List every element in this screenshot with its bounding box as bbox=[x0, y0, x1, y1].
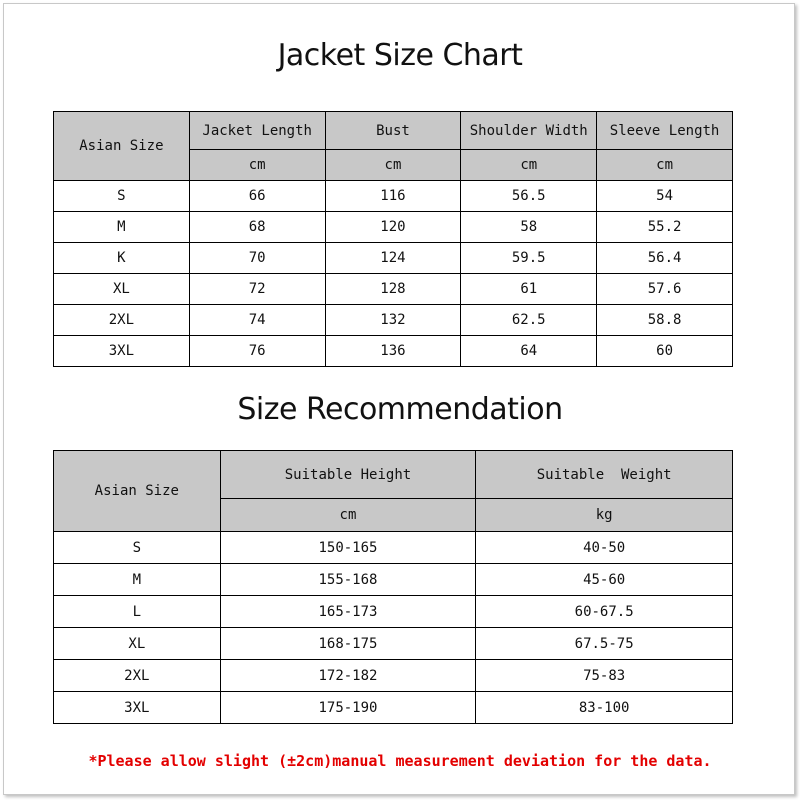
value-cell: 67.5-75 bbox=[476, 628, 733, 660]
value-cell: 45-60 bbox=[476, 564, 733, 596]
table-row bbox=[54, 692, 733, 724]
recommend-col-header: Suitable Weight bbox=[476, 451, 733, 499]
table-row bbox=[54, 274, 733, 305]
value-cell: 72 bbox=[189, 274, 325, 305]
size-cell: 2XL bbox=[54, 305, 190, 336]
value-cell: 168-175 bbox=[220, 628, 476, 660]
value-cell: 61 bbox=[461, 274, 597, 305]
value-cell: 175-190 bbox=[220, 692, 476, 724]
table-row bbox=[54, 336, 733, 367]
value-cell: 40-50 bbox=[476, 532, 733, 564]
jacket-unit: cm bbox=[189, 150, 325, 181]
jacket-chart-title: Jacket Size Chart bbox=[277, 38, 523, 73]
value-cell: 74 bbox=[189, 305, 325, 336]
table-row bbox=[54, 564, 733, 596]
size-cell: L bbox=[54, 596, 221, 628]
recommendation-title: Size Recommendation bbox=[237, 392, 563, 427]
measurement-note: *Please allow slight (±2cm)manual measurement deviation for the data. bbox=[88, 752, 712, 770]
size-cell: K bbox=[54, 243, 190, 274]
size-cell: S bbox=[54, 532, 221, 564]
value-cell: 66 bbox=[189, 181, 325, 212]
value-cell: 58.8 bbox=[597, 305, 733, 336]
value-cell: 58 bbox=[461, 212, 597, 243]
table-row bbox=[54, 628, 733, 660]
jacket-unit: cm bbox=[597, 150, 733, 181]
value-cell: 60 bbox=[597, 336, 733, 367]
jacket-unit: cm bbox=[325, 150, 461, 181]
size-cell: XL bbox=[54, 274, 190, 305]
value-cell: 120 bbox=[325, 212, 461, 243]
value-cell: 132 bbox=[325, 305, 461, 336]
recommend-unit: cm bbox=[220, 499, 476, 532]
recommend-col-header: Suitable Height bbox=[220, 451, 476, 499]
value-cell: 165-173 bbox=[220, 596, 476, 628]
value-cell: 83-100 bbox=[476, 692, 733, 724]
table-row bbox=[54, 532, 733, 564]
jacket-col-header: Jacket Length bbox=[189, 112, 325, 150]
value-cell: 76 bbox=[189, 336, 325, 367]
recommend-size-header: Asian Size bbox=[54, 451, 221, 532]
value-cell: 136 bbox=[325, 336, 461, 367]
jacket-col-header: Bust bbox=[325, 112, 461, 150]
jacket-col-header: Shoulder Width bbox=[461, 112, 597, 150]
value-cell: 75-83 bbox=[476, 660, 733, 692]
value-cell: 68 bbox=[189, 212, 325, 243]
jacket-unit: cm bbox=[461, 150, 597, 181]
size-cell: 3XL bbox=[54, 336, 190, 367]
value-cell: 55.2 bbox=[597, 212, 733, 243]
value-cell: 70 bbox=[189, 243, 325, 274]
table-row bbox=[54, 243, 733, 274]
value-cell: 54 bbox=[597, 181, 733, 212]
size-cell: S bbox=[54, 181, 190, 212]
value-cell: 62.5 bbox=[461, 305, 597, 336]
value-cell: 172-182 bbox=[220, 660, 476, 692]
value-cell: 124 bbox=[325, 243, 461, 274]
value-cell: 155-168 bbox=[220, 564, 476, 596]
jacket-size-table bbox=[53, 111, 733, 367]
size-cell: XL bbox=[54, 628, 221, 660]
size-cell: M bbox=[54, 212, 190, 243]
size-cell: M bbox=[54, 564, 221, 596]
recommendation-table bbox=[53, 450, 733, 724]
value-cell: 59.5 bbox=[461, 243, 597, 274]
table-row bbox=[54, 212, 733, 243]
table-row bbox=[54, 305, 733, 336]
value-cell: 150-165 bbox=[220, 532, 476, 564]
size-cell: 2XL bbox=[54, 660, 221, 692]
table-row bbox=[54, 181, 733, 212]
value-cell: 128 bbox=[325, 274, 461, 305]
jacket-size-header: Asian Size bbox=[54, 112, 190, 181]
value-cell: 116 bbox=[325, 181, 461, 212]
size-cell: 3XL bbox=[54, 692, 221, 724]
table-row bbox=[54, 660, 733, 692]
value-cell: 56.4 bbox=[597, 243, 733, 274]
table-row bbox=[54, 596, 733, 628]
value-cell: 60-67.5 bbox=[476, 596, 733, 628]
recommend-unit: kg bbox=[476, 499, 733, 532]
jacket-col-header: Sleeve Length bbox=[597, 112, 733, 150]
value-cell: 64 bbox=[461, 336, 597, 367]
value-cell: 56.5 bbox=[461, 181, 597, 212]
value-cell: 57.6 bbox=[597, 274, 733, 305]
